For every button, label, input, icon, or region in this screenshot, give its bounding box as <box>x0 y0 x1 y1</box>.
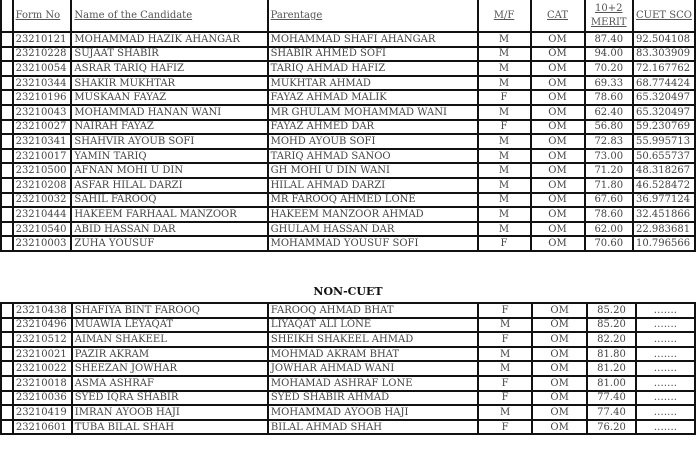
gender-cell: M <box>478 405 532 420</box>
form-no-cell: 23210027 <box>13 120 72 135</box>
candidate-name-cell: TUBA BILAL SHAH <box>72 420 268 435</box>
gender-cell: M <box>478 318 532 333</box>
sno-cell <box>1 90 13 105</box>
cuet-score-cell: ……. <box>636 391 695 406</box>
gender-cell: F <box>478 303 532 318</box>
table-row <box>1 120 695 135</box>
merit-cell: 81.20 <box>587 361 636 376</box>
table-row <box>1 420 695 435</box>
category-cell: OM <box>531 76 585 91</box>
merit-cell: 62.40 <box>585 105 633 120</box>
cuet-score-cell: ……. <box>636 420 695 435</box>
cuet-score-cell: 48.318267 <box>633 163 695 178</box>
parentage-cell: BILAL AHMAD SHAH <box>268 420 478 435</box>
sno-cell <box>1 32 13 47</box>
merit-cell: 70.60 <box>585 236 633 251</box>
candidate-name-cell: NAIRAH FAYAZ <box>71 120 267 135</box>
form-no-header: Form No <box>13 0 72 32</box>
parentage-cell: HILAL AHMAD DARZI <box>268 178 478 193</box>
cuet-score-cell: ……. <box>636 361 695 376</box>
parentage-cell: MUKHTAR AHMAD <box>268 76 478 91</box>
form-no-cell: 23210196 <box>13 90 72 105</box>
merit-cell: 87.40 <box>585 32 633 47</box>
merit-cell: 77.40 <box>587 405 636 420</box>
cuet-score-cell: ……. <box>636 332 695 347</box>
gender-cell: M <box>478 222 531 237</box>
parentage-cell: MOHMAD AKRAM BHAT <box>268 347 478 362</box>
sno-cell <box>1 61 13 76</box>
merit-cell: 78.60 <box>585 207 633 222</box>
merit-cell: 71.20 <box>585 163 633 178</box>
candidate-name-cell: ABID HASSAN DAR <box>71 222 267 237</box>
gender-cell: M <box>478 207 531 222</box>
candidate-name-cell: ASMA ASHRAF <box>72 376 268 391</box>
gender-cell: F <box>478 90 531 105</box>
category-cell: OM <box>531 149 585 164</box>
merit-cell: 78.60 <box>585 90 633 105</box>
category-cell: OM <box>531 134 585 149</box>
gender-cell: F <box>478 376 532 391</box>
merit-cell: 56.80 <box>585 120 633 135</box>
form-no-cell: 23210444 <box>13 207 72 222</box>
form-no-cell: 23210021 <box>13 347 72 362</box>
sno-cell <box>1 347 13 362</box>
candidate-name-cell: SHEEZAN JOWHAR <box>72 361 268 376</box>
parentage-cell: MOHAMMAD SHAFI AHANGAR <box>268 32 478 47</box>
form-no-cell: 23210121 <box>13 32 72 47</box>
candidate-name-cell: SUJAAT SHABIR <box>71 47 267 62</box>
merit-cell: 69.33 <box>585 76 633 91</box>
candidate-name-cell: IMRAN AYOOB HAJI <box>72 405 268 420</box>
cuet-score-cell: 50.655737 <box>633 149 695 164</box>
category-cell: OM <box>531 178 585 193</box>
merit-cell: 81.00 <box>587 376 636 391</box>
sno-cell <box>1 332 13 347</box>
cuet-score-cell: ……. <box>636 405 695 420</box>
category-header: CAT <box>531 0 585 32</box>
table-row <box>1 32 695 47</box>
form-no-cell: 23210054 <box>13 61 72 76</box>
sno-cell <box>1 163 13 178</box>
parentage-header: Parentage <box>268 0 478 32</box>
form-no-cell: 23210512 <box>13 332 72 347</box>
parentage-cell: MOHAMMAD YOUSUF SOFI <box>268 236 478 251</box>
candidate-name-cell: MOHAMMAD HAZIK AHANGAR <box>71 32 267 47</box>
gender-cell: M <box>478 76 531 91</box>
candidate-name-cell: AIMAN SHAKEEL <box>72 332 268 347</box>
category-cell: OM <box>532 303 587 318</box>
table-row <box>1 347 695 362</box>
category-cell: OM <box>531 105 585 120</box>
sno-cell <box>1 222 13 237</box>
cuet-score-cell: 83.303909 <box>633 47 695 62</box>
parentage-cell: MOHAMAD ASHRAF LONE <box>268 376 478 391</box>
merit-cell: 82.20 <box>587 332 636 347</box>
sno-cell <box>1 236 13 251</box>
cuet-score-cell: 59.230769 <box>633 120 695 135</box>
candidate-name-cell: PAZIR AKRAM <box>72 347 268 362</box>
gender-cell: F <box>478 391 532 406</box>
parentage-cell: FAYAZ AHMAD MALIK <box>268 90 478 105</box>
merit-cell: 85.20 <box>587 303 636 318</box>
sno-cell <box>1 303 13 318</box>
candidate-name-cell: SYED IQRA SHABIR <box>72 391 268 406</box>
merit-cell: 76.20 <box>587 420 636 435</box>
cuet-score-cell: 68.774424 <box>633 76 695 91</box>
category-cell: OM <box>531 236 585 251</box>
form-no-cell: 23210438 <box>13 303 72 318</box>
category-cell: OM <box>531 193 585 208</box>
parentage-cell: SHABIR AHMED SOFI <box>268 47 478 62</box>
cuet-score-cell: 65.320497 <box>633 90 695 105</box>
table-row <box>1 76 695 91</box>
form-no-cell: 23210003 <box>13 236 72 251</box>
gender-cell: M <box>478 105 531 120</box>
category-cell: OM <box>531 61 585 76</box>
table-row <box>1 391 695 406</box>
parentage-cell: MR GHULAM MOHAMMAD WANI <box>268 105 478 120</box>
table-row <box>1 332 695 347</box>
cuet-score-cell: 72.167762 <box>633 61 695 76</box>
table-row <box>1 303 695 318</box>
category-cell: OM <box>531 207 585 222</box>
sno-cell <box>1 178 13 193</box>
parentage-cell: FAROOQ AHMAD BHAT <box>268 303 478 318</box>
candidate-name-cell: ASRAR TARIQ HAFIZ <box>71 61 267 76</box>
merit-cell: 77.40 <box>587 391 636 406</box>
merit-header: 10+2 MERIT <box>585 0 633 32</box>
cuet-score-cell: ……. <box>636 347 695 362</box>
table-row <box>1 47 695 62</box>
gender-cell: M <box>478 347 532 362</box>
sno-cell <box>1 47 13 62</box>
cuet-score-cell: 92.504108 <box>633 32 695 47</box>
sno-cell <box>1 391 13 406</box>
category-cell: OM <box>532 361 587 376</box>
table-row <box>1 318 695 333</box>
parentage-cell: TARIQ AHMAD SANOO <box>268 149 478 164</box>
cuet-score-cell: ……. <box>636 303 695 318</box>
header-row <box>1 0 695 32</box>
gender-cell: M <box>478 47 531 62</box>
form-no-cell: 23210022 <box>13 361 72 376</box>
form-no-cell: 23210540 <box>13 222 72 237</box>
table-row <box>1 61 695 76</box>
category-cell: OM <box>531 163 585 178</box>
parentage-cell: TARIQ AHMAD HAFIZ <box>268 61 478 76</box>
form-no-cell: 23210341 <box>13 134 72 149</box>
cuet-score-cell: 36.977124 <box>633 193 695 208</box>
parentage-cell: SHEIKH SHAKEEL AHMAD <box>268 332 478 347</box>
candidate-name-cell: SHAHVIR AYOUB SOFI <box>71 134 267 149</box>
section-title-non-cuet: NON-CUET <box>313 285 383 298</box>
category-cell: OM <box>531 90 585 105</box>
sno-cell <box>1 207 13 222</box>
candidate-name-cell: YAMIN TARIQ <box>71 149 267 164</box>
sno-cell <box>1 120 13 135</box>
form-no-cell: 23210500 <box>13 163 72 178</box>
gender-cell: M <box>478 32 531 47</box>
category-cell: OM <box>531 120 585 135</box>
table-row <box>1 134 695 149</box>
cuet-score-cell: 22.983681 <box>633 222 695 237</box>
sno-cell <box>1 420 13 435</box>
table-row <box>1 90 695 105</box>
form-no-cell: 23210228 <box>13 47 72 62</box>
parentage-cell: MOHAMMAD AYOOB HAJI <box>268 405 478 420</box>
candidate-name-cell: MUSKAAN FAYAZ <box>71 90 267 105</box>
cuet-score-cell: ……. <box>636 376 695 391</box>
candidate-name-cell: SHAFIYA BINT FAROOQ <box>72 303 268 318</box>
candidate-name-cell: ZUHA YOUSUF <box>71 236 267 251</box>
gender-cell: M <box>478 149 531 164</box>
parentage-cell: GHULAM HASSAN DAR <box>268 222 478 237</box>
gender-cell: F <box>478 420 532 435</box>
form-no-cell: 23210419 <box>13 405 72 420</box>
merit-cell: 71.80 <box>585 178 633 193</box>
table-row <box>1 376 695 391</box>
candidate-name-cell: MUAWIA LEYAQAT <box>72 318 268 333</box>
name-header: Name of the Candidate <box>71 0 267 32</box>
sno-cell <box>1 134 13 149</box>
gender-cell: M <box>478 178 531 193</box>
sno-cell <box>1 376 13 391</box>
candidate-name-cell: MOHAMMAD HANAN WANI <box>71 105 267 120</box>
table-row <box>1 405 695 420</box>
sno-cell <box>1 76 13 91</box>
gender-cell: F <box>478 236 531 251</box>
parentage-cell: MOHD AYOUB SOFI <box>268 134 478 149</box>
form-no-cell: 23210036 <box>13 391 72 406</box>
merit-cell: 72.83 <box>585 134 633 149</box>
merit-cell: 62.00 <box>585 222 633 237</box>
merit-cell: 94.00 <box>585 47 633 62</box>
category-cell: OM <box>532 332 587 347</box>
category-cell: OM <box>532 391 587 406</box>
category-cell: OM <box>532 347 587 362</box>
form-no-cell: 23210344 <box>13 76 72 91</box>
sno-cell <box>1 105 13 120</box>
cuet-score-cell: 46.528472 <box>633 178 695 193</box>
sno-cell <box>1 193 13 208</box>
merit-cell: 67.60 <box>585 193 633 208</box>
category-cell: OM <box>531 222 585 237</box>
sno-cell <box>1 149 13 164</box>
cuet-score-cell: 55.995713 <box>633 134 695 149</box>
sno-cell <box>1 318 13 333</box>
category-cell: OM <box>531 32 585 47</box>
table-row <box>1 178 695 193</box>
table-row <box>1 236 695 251</box>
form-no-cell: 23210496 <box>13 318 72 333</box>
candidate-name-cell: HAKEEM FARHAAL MANZOOR <box>71 207 267 222</box>
table-row <box>1 193 695 208</box>
gender-cell: M <box>478 61 531 76</box>
form-no-cell: 23210043 <box>13 105 72 120</box>
merit-cell: 73.00 <box>585 149 633 164</box>
candidate-name-cell: SAHIL FAROOQ <box>71 193 267 208</box>
form-no-cell: 23210018 <box>13 376 72 391</box>
parentage-cell: SYED SHABIR AHMAD <box>268 391 478 406</box>
parentage-cell: JOWHAR AHMAD WANI <box>268 361 478 376</box>
candidate-name-cell: AFNAN MOHI U DIN <box>71 163 267 178</box>
cuet-score-header: CUET SCO <box>633 0 695 32</box>
merit-cell: 70.20 <box>585 61 633 76</box>
sno-cell <box>1 405 13 420</box>
category-cell: OM <box>532 376 587 391</box>
gender-cell: M <box>478 361 532 376</box>
candidate-name-cell: ASFAR HILAL DARZI <box>71 178 267 193</box>
candidate-name-cell: SHAKIR MUKHTAR <box>71 76 267 91</box>
gender-cell: M <box>478 163 531 178</box>
category-cell: OM <box>532 420 587 435</box>
form-no-cell: 23210601 <box>13 420 72 435</box>
parentage-cell: LIYAQAT ALI LONE <box>268 318 478 333</box>
parentage-cell: HAKEEM MANZOOR AHMAD <box>268 207 478 222</box>
gender-cell: M <box>478 193 531 208</box>
gender-cell: F <box>478 120 531 135</box>
table-row <box>1 149 695 164</box>
merit-cell: 81.80 <box>587 347 636 362</box>
table-row <box>1 163 695 178</box>
sno-cell <box>1 361 13 376</box>
category-cell: OM <box>532 318 587 333</box>
non-cuet-merit-table <box>0 302 696 435</box>
table-row <box>1 361 695 376</box>
category-cell: OM <box>532 405 587 420</box>
sno-header <box>1 0 13 32</box>
parentage-cell: GH MOHI U DIN WANI <box>268 163 478 178</box>
cuet-score-cell: 65.320497 <box>633 105 695 120</box>
gender-header: M/F <box>478 0 531 32</box>
cuet-score-cell: ……. <box>636 318 695 333</box>
parentage-cell: MR FAROOQ AHMED LONE <box>268 193 478 208</box>
form-no-cell: 23210208 <box>13 178 72 193</box>
table-row <box>1 222 695 237</box>
cuet-score-cell: 10.796566 <box>633 236 695 251</box>
gender-cell: M <box>478 134 531 149</box>
cuet-score-cell: 32.451866 <box>633 207 695 222</box>
gender-cell: F <box>478 332 532 347</box>
category-cell: OM <box>531 47 585 62</box>
table-row <box>1 105 695 120</box>
table-row <box>1 207 695 222</box>
form-no-cell: 23210017 <box>13 149 72 164</box>
parentage-cell: FAYAZ AHMED DAR <box>268 120 478 135</box>
merit-cell: 85.20 <box>587 318 636 333</box>
form-no-cell: 23210032 <box>13 193 72 208</box>
